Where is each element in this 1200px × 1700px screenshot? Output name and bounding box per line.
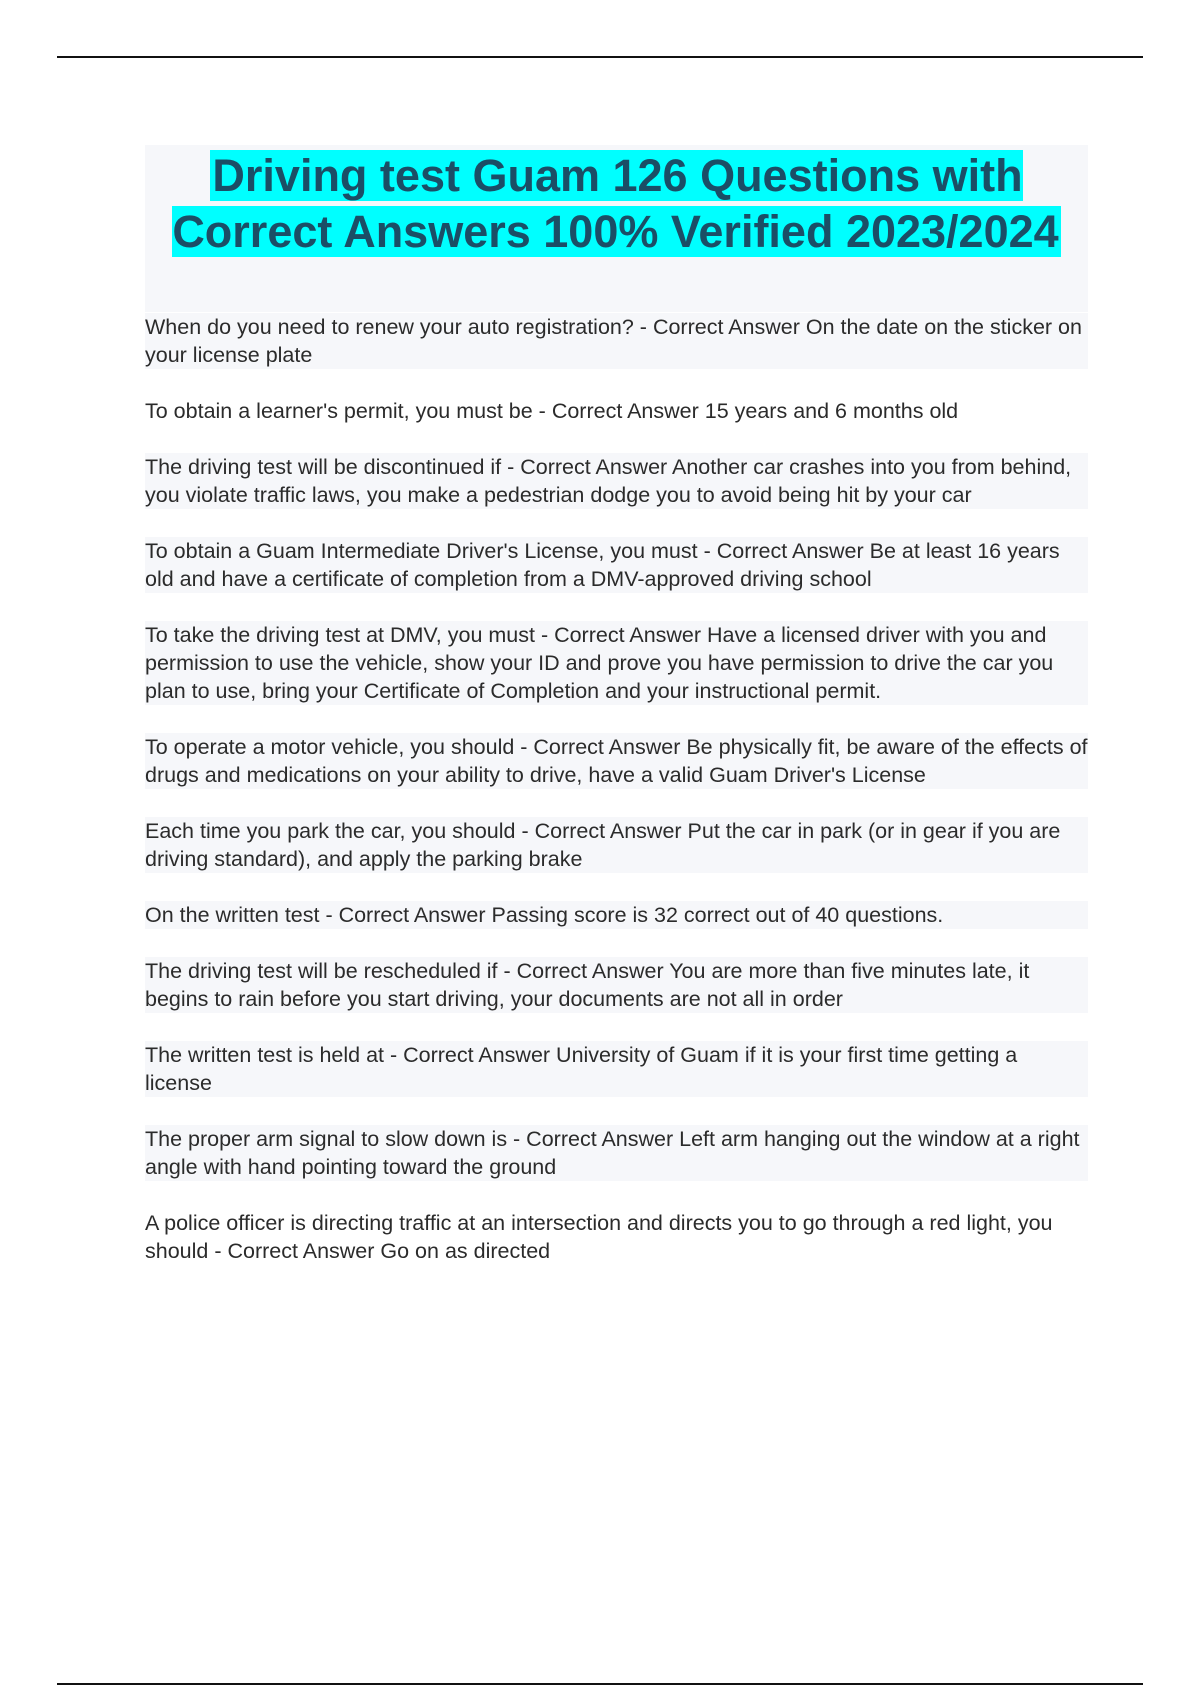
qa-item: The written test is held at - Correct Answer University of Guam if it is your first time getting a license (145, 1041, 1088, 1097)
qa-item: Each time you park the car, you should - Correct Answer Put the car in park (or in gear if you are driving standard), and apply the parking brake (145, 817, 1088, 873)
top-divider (57, 56, 1143, 58)
qa-item: The driving test will be discontinued if - Correct Answer Another car crashes into you from behind, you violate traffic laws, you make a pedestrian dodge you to avoid being hit by your car (145, 453, 1088, 509)
qa-item: To take the driving test at DMV, you must - Correct Answer Have a licensed driver with you and permission to use the vehicle, show your ID and prove you have permission to drive the car you plan to use, bring your Certificate of Completion and your instructional permit. (145, 621, 1088, 705)
bottom-divider (57, 1683, 1143, 1685)
qa-item: When do you need to renew your auto registration? - Correct Answer On the date on the sticker on your license plate (145, 313, 1088, 369)
qa-item: On the written test - Correct Answer Passing score is 32 correct out of 40 questions. (145, 901, 1088, 929)
qa-item: A police officer is directing traffic at an intersection and directs you to go through a red light, you should - Correct Answer Go on as directed (145, 1211, 1053, 1263)
title-block (145, 145, 1088, 312)
qa-item: To obtain a learner's permit, you must be - Correct Answer 15 years and 6 months old (145, 399, 959, 423)
qa-item: The proper arm signal to slow down is - Correct Answer Left arm hanging out the window at a right angle with hand pointing toward the ground (145, 1125, 1088, 1181)
qa-item: To obtain a Guam Intermediate Driver's License, you must - Correct Answer Be at least 16 years old and have a certificate of completion from a DMV-approved driving school (145, 537, 1088, 593)
document-title (145, 145, 1088, 260)
qa-item: The driving test will be rescheduled if - Correct Answer You are more than five minutes late, it begins to rain before you start driving, your documents are not all in order (145, 957, 1088, 1013)
qa-item: To operate a motor vehicle, you should - Correct Answer Be physically fit, be aware of the effects of drugs and medications on your ability to drive, have a valid Guam Driver's License (145, 735, 1088, 787)
qa-list (145, 313, 1088, 1293)
title-highlight: Driving test Guam 126 Questions with Correct Answers 100% Verified 2023/2024 (172, 150, 1059, 257)
